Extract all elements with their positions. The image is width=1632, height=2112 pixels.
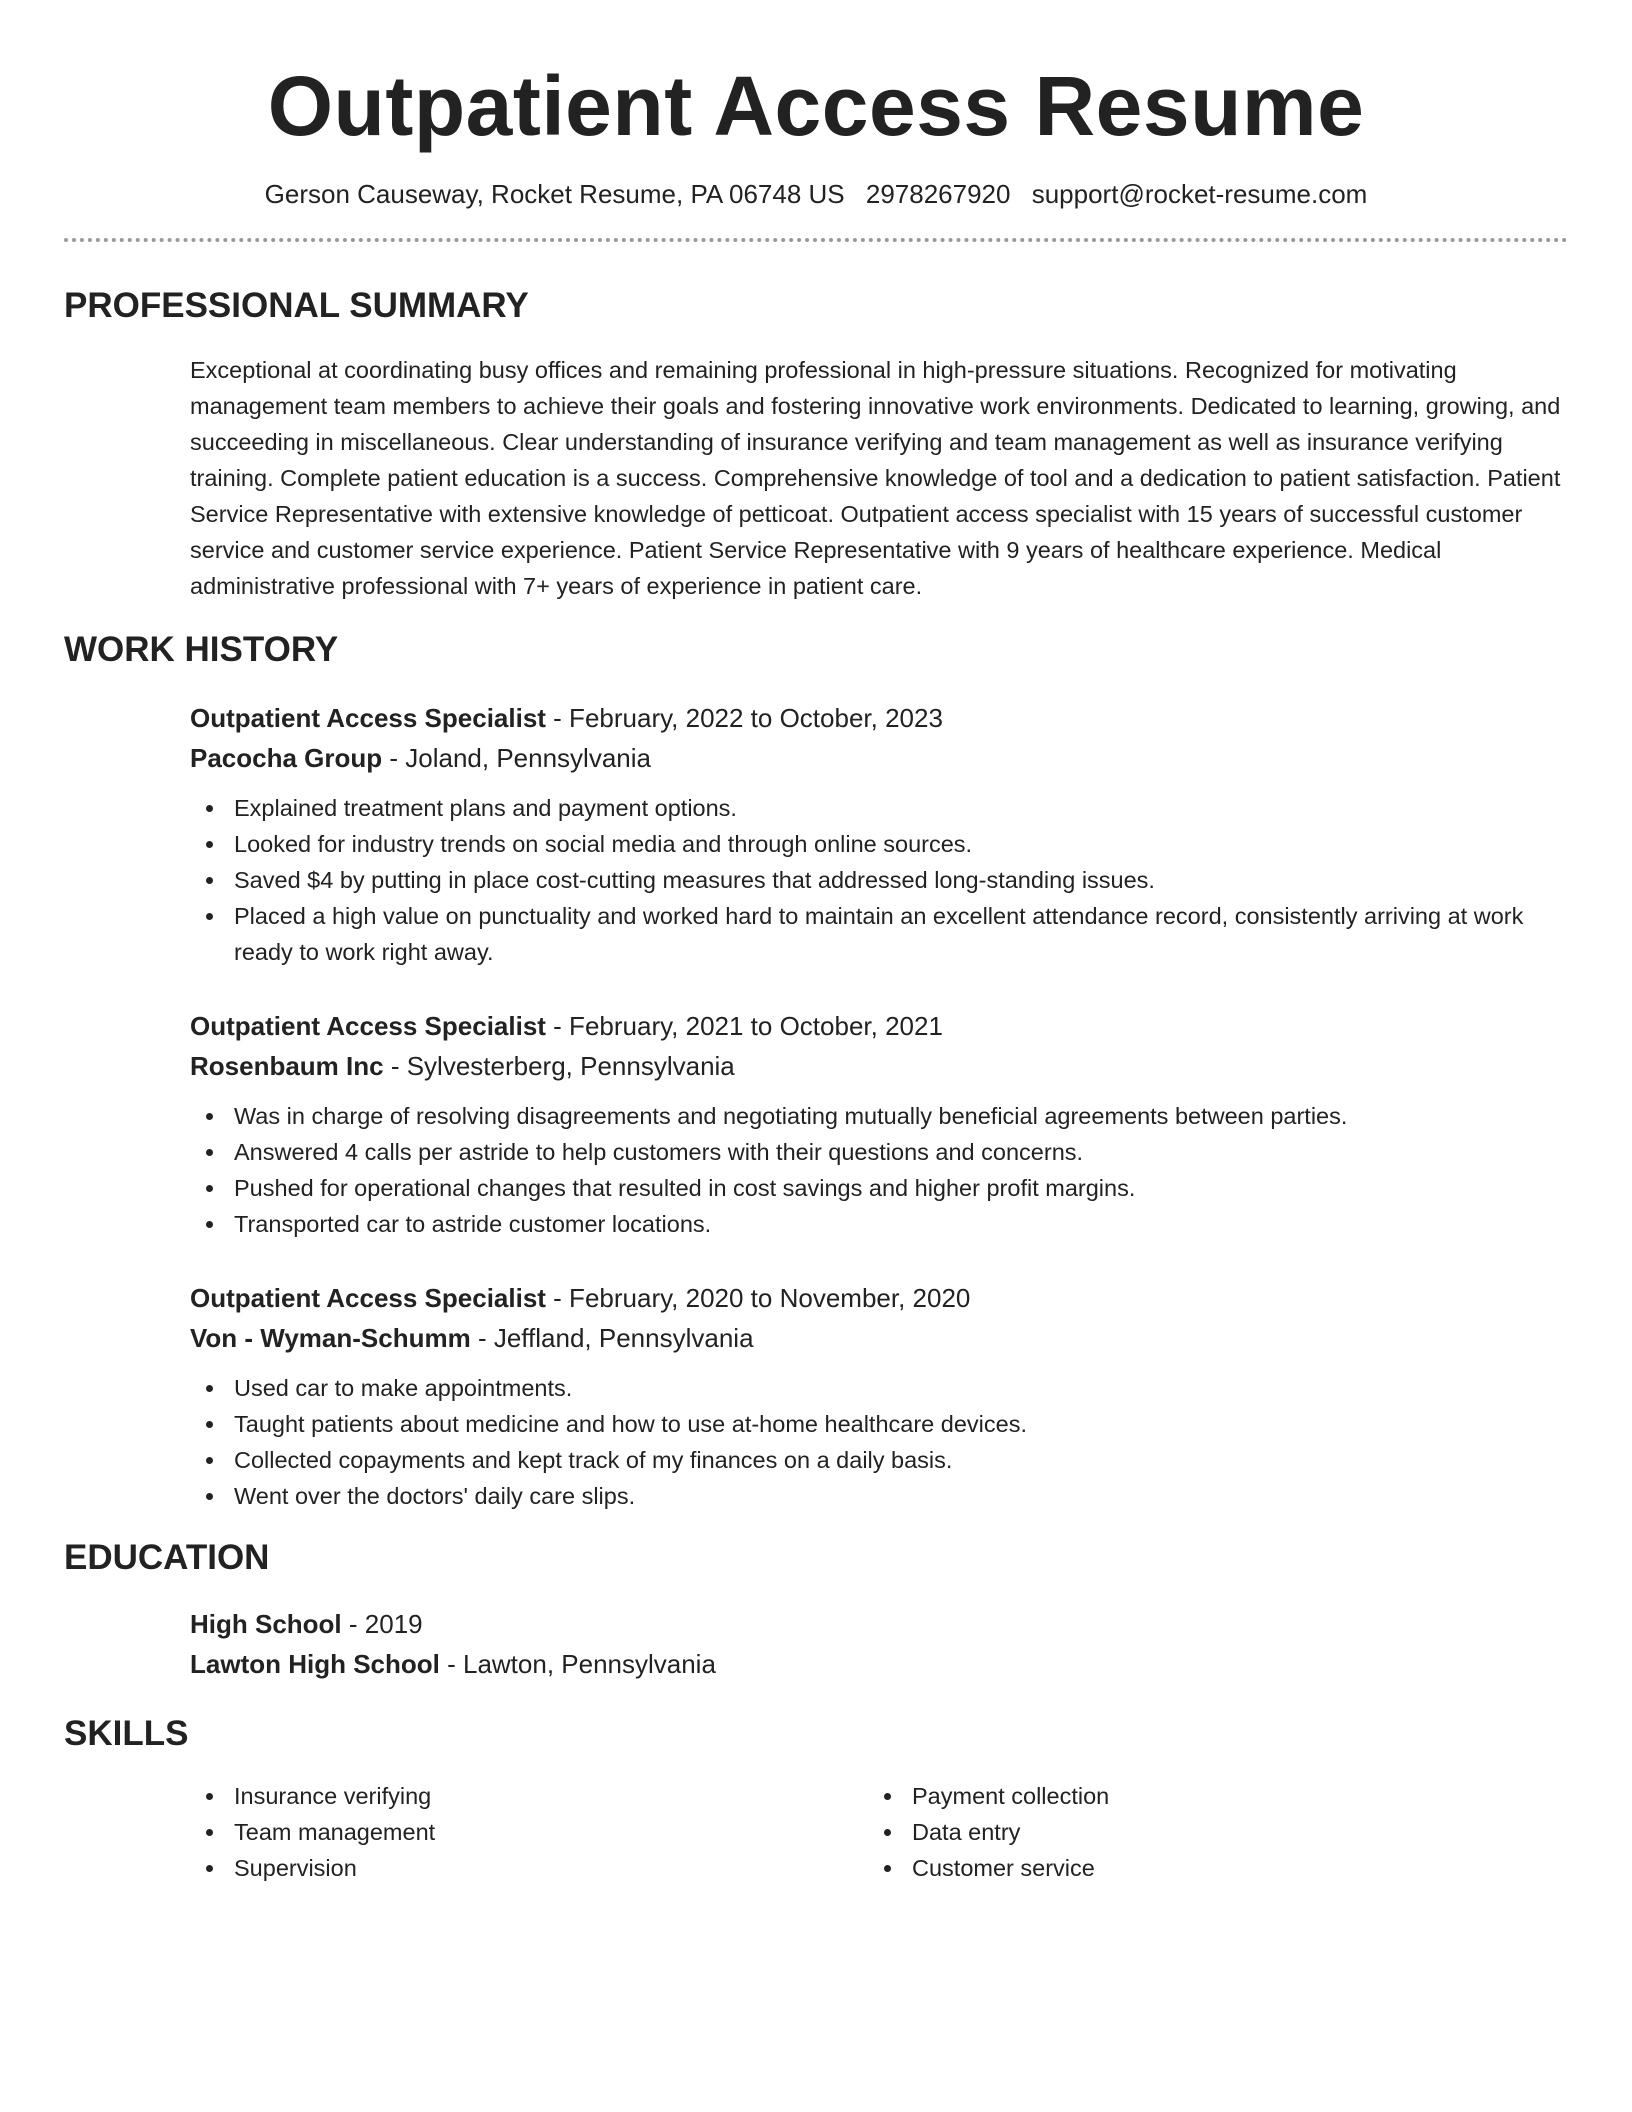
contact-phone: 2978267920 (865, 179, 1011, 209)
job-bullets (190, 1370, 1568, 1514)
job-title-line (190, 1006, 1568, 1046)
education-school: Lawton High School (190, 1649, 440, 1679)
list-item: Taught patients about medicine and how to use at-home healthcare devices. (190, 1406, 1568, 1442)
work-history-heading: WORK HISTORY (64, 630, 339, 669)
summary-text: Exceptional at coordinating busy offices and remaining professional in high-pressure situations. Recognized for motivating management team members to achieve their goals and fostering innovative work environments. Dedicated to learning, growing, and succeeding in miscellaneous. Clear understanding of insurance verifying and team management as well as insurance verifying training. Complete patient education is a success. Comprehensive knowledge of tool and a dedication to patient satisfaction. Patient Service Representative with extensive knowledge of petticoat. Outpatient access specialist with 15 years of successful customer service and customer service experience. Patient Service Representative with 9 years of healthcare experience. Medical administrative professional with 7+ years of experience in patient care. (190, 357, 1561, 599)
job-company-line (190, 738, 1568, 778)
list-item: Collected copayments and kept track of my finances on a daily basis. (190, 1442, 1568, 1478)
contact-email: support@rocket-resume.com (1031, 179, 1368, 209)
section-skills (64, 1712, 1568, 1886)
job-title: Outpatient Access Specialist (190, 1011, 546, 1041)
job-title-line (190, 1278, 1568, 1318)
list-item: Was in charge of resolving disagreements and negotiating mutually beneficial agreements between parties. (190, 1098, 1568, 1134)
job-dates: - February, 2022 to October, 2023 (545, 703, 943, 733)
education-entry (190, 1604, 1568, 1684)
job-dates: - February, 2021 to October, 2021 (545, 1011, 943, 1041)
job-entry (190, 1006, 1568, 1242)
list-item: Pushed for operational changes that resulted in cost savings and higher profit margins. (190, 1170, 1568, 1206)
job-company: Rosenbaum Inc (190, 1051, 384, 1081)
education-school-line (190, 1644, 1568, 1684)
skill-item: Supervision (190, 1850, 868, 1886)
job-bullets (190, 790, 1568, 970)
contact-line (64, 176, 1568, 212)
job-location: - Sylvesterberg, Pennsylvania (383, 1051, 735, 1081)
skill-item: Data entry (868, 1814, 1546, 1850)
list-item: Looked for industry trends on social media and through online sources. (190, 826, 1568, 862)
job-location: - Jeffland, Pennsylvania (470, 1323, 754, 1353)
job-company-line (190, 1046, 1568, 1086)
summary-heading: PROFESSIONAL SUMMARY (64, 286, 529, 325)
skill-item: Customer service (868, 1850, 1546, 1886)
education-degree-line (190, 1604, 1568, 1644)
education-degree: High School (190, 1609, 342, 1639)
section-education (64, 1536, 1568, 1684)
section-summary (64, 284, 1568, 604)
job-bullets (190, 1098, 1568, 1242)
education-heading: EDUCATION (64, 1538, 270, 1577)
skills-columns (190, 1778, 1568, 1886)
job-dates: - February, 2020 to November, 2020 (545, 1283, 971, 1313)
list-item: Placed a high value on punctuality and worked hard to maintain an excellent attendance record, consistently arriving at work ready to work right away. (190, 898, 1568, 970)
header-divider (64, 238, 1568, 242)
job-entry (190, 1278, 1568, 1514)
list-item: Explained treatment plans and payment options. (190, 790, 1568, 826)
skills-right-column (868, 1778, 1546, 1886)
job-location: - Joland, Pennsylvania (382, 743, 651, 773)
list-item: Went over the doctors' daily care slips. (190, 1478, 1568, 1514)
contact-address: Gerson Causeway, Rocket Resume, PA 06748 US (264, 179, 845, 209)
job-company-line (190, 1318, 1568, 1358)
education-year: - 2019 (341, 1609, 423, 1639)
section-work-history (64, 628, 1568, 1514)
job-entry (190, 698, 1568, 970)
skill-item: Payment collection (868, 1778, 1546, 1814)
job-company: Von - Wyman-Schumm (190, 1323, 471, 1353)
skills-heading: SKILLS (64, 1714, 189, 1753)
job-title-line (190, 698, 1568, 738)
skills-left-column (190, 1778, 868, 1886)
list-item: Transported car to astride customer locations. (190, 1206, 1568, 1242)
job-title: Outpatient Access Specialist (190, 703, 546, 733)
skill-item: Team management (190, 1814, 868, 1850)
resume-title: Outpatient Access Resume (267, 59, 1365, 153)
job-company: Pacocha Group (190, 743, 383, 773)
job-title: Outpatient Access Specialist (190, 1283, 546, 1313)
education-location: - Lawton, Pennsylvania (439, 1649, 716, 1679)
list-item: Used car to make appointments. (190, 1370, 1568, 1406)
list-item: Answered 4 calls per astride to help customers with their questions and concerns. (190, 1134, 1568, 1170)
skill-item: Insurance verifying (190, 1778, 868, 1814)
list-item: Saved $4 by putting in place cost-cutting measures that addressed long-standing issues. (190, 862, 1568, 898)
